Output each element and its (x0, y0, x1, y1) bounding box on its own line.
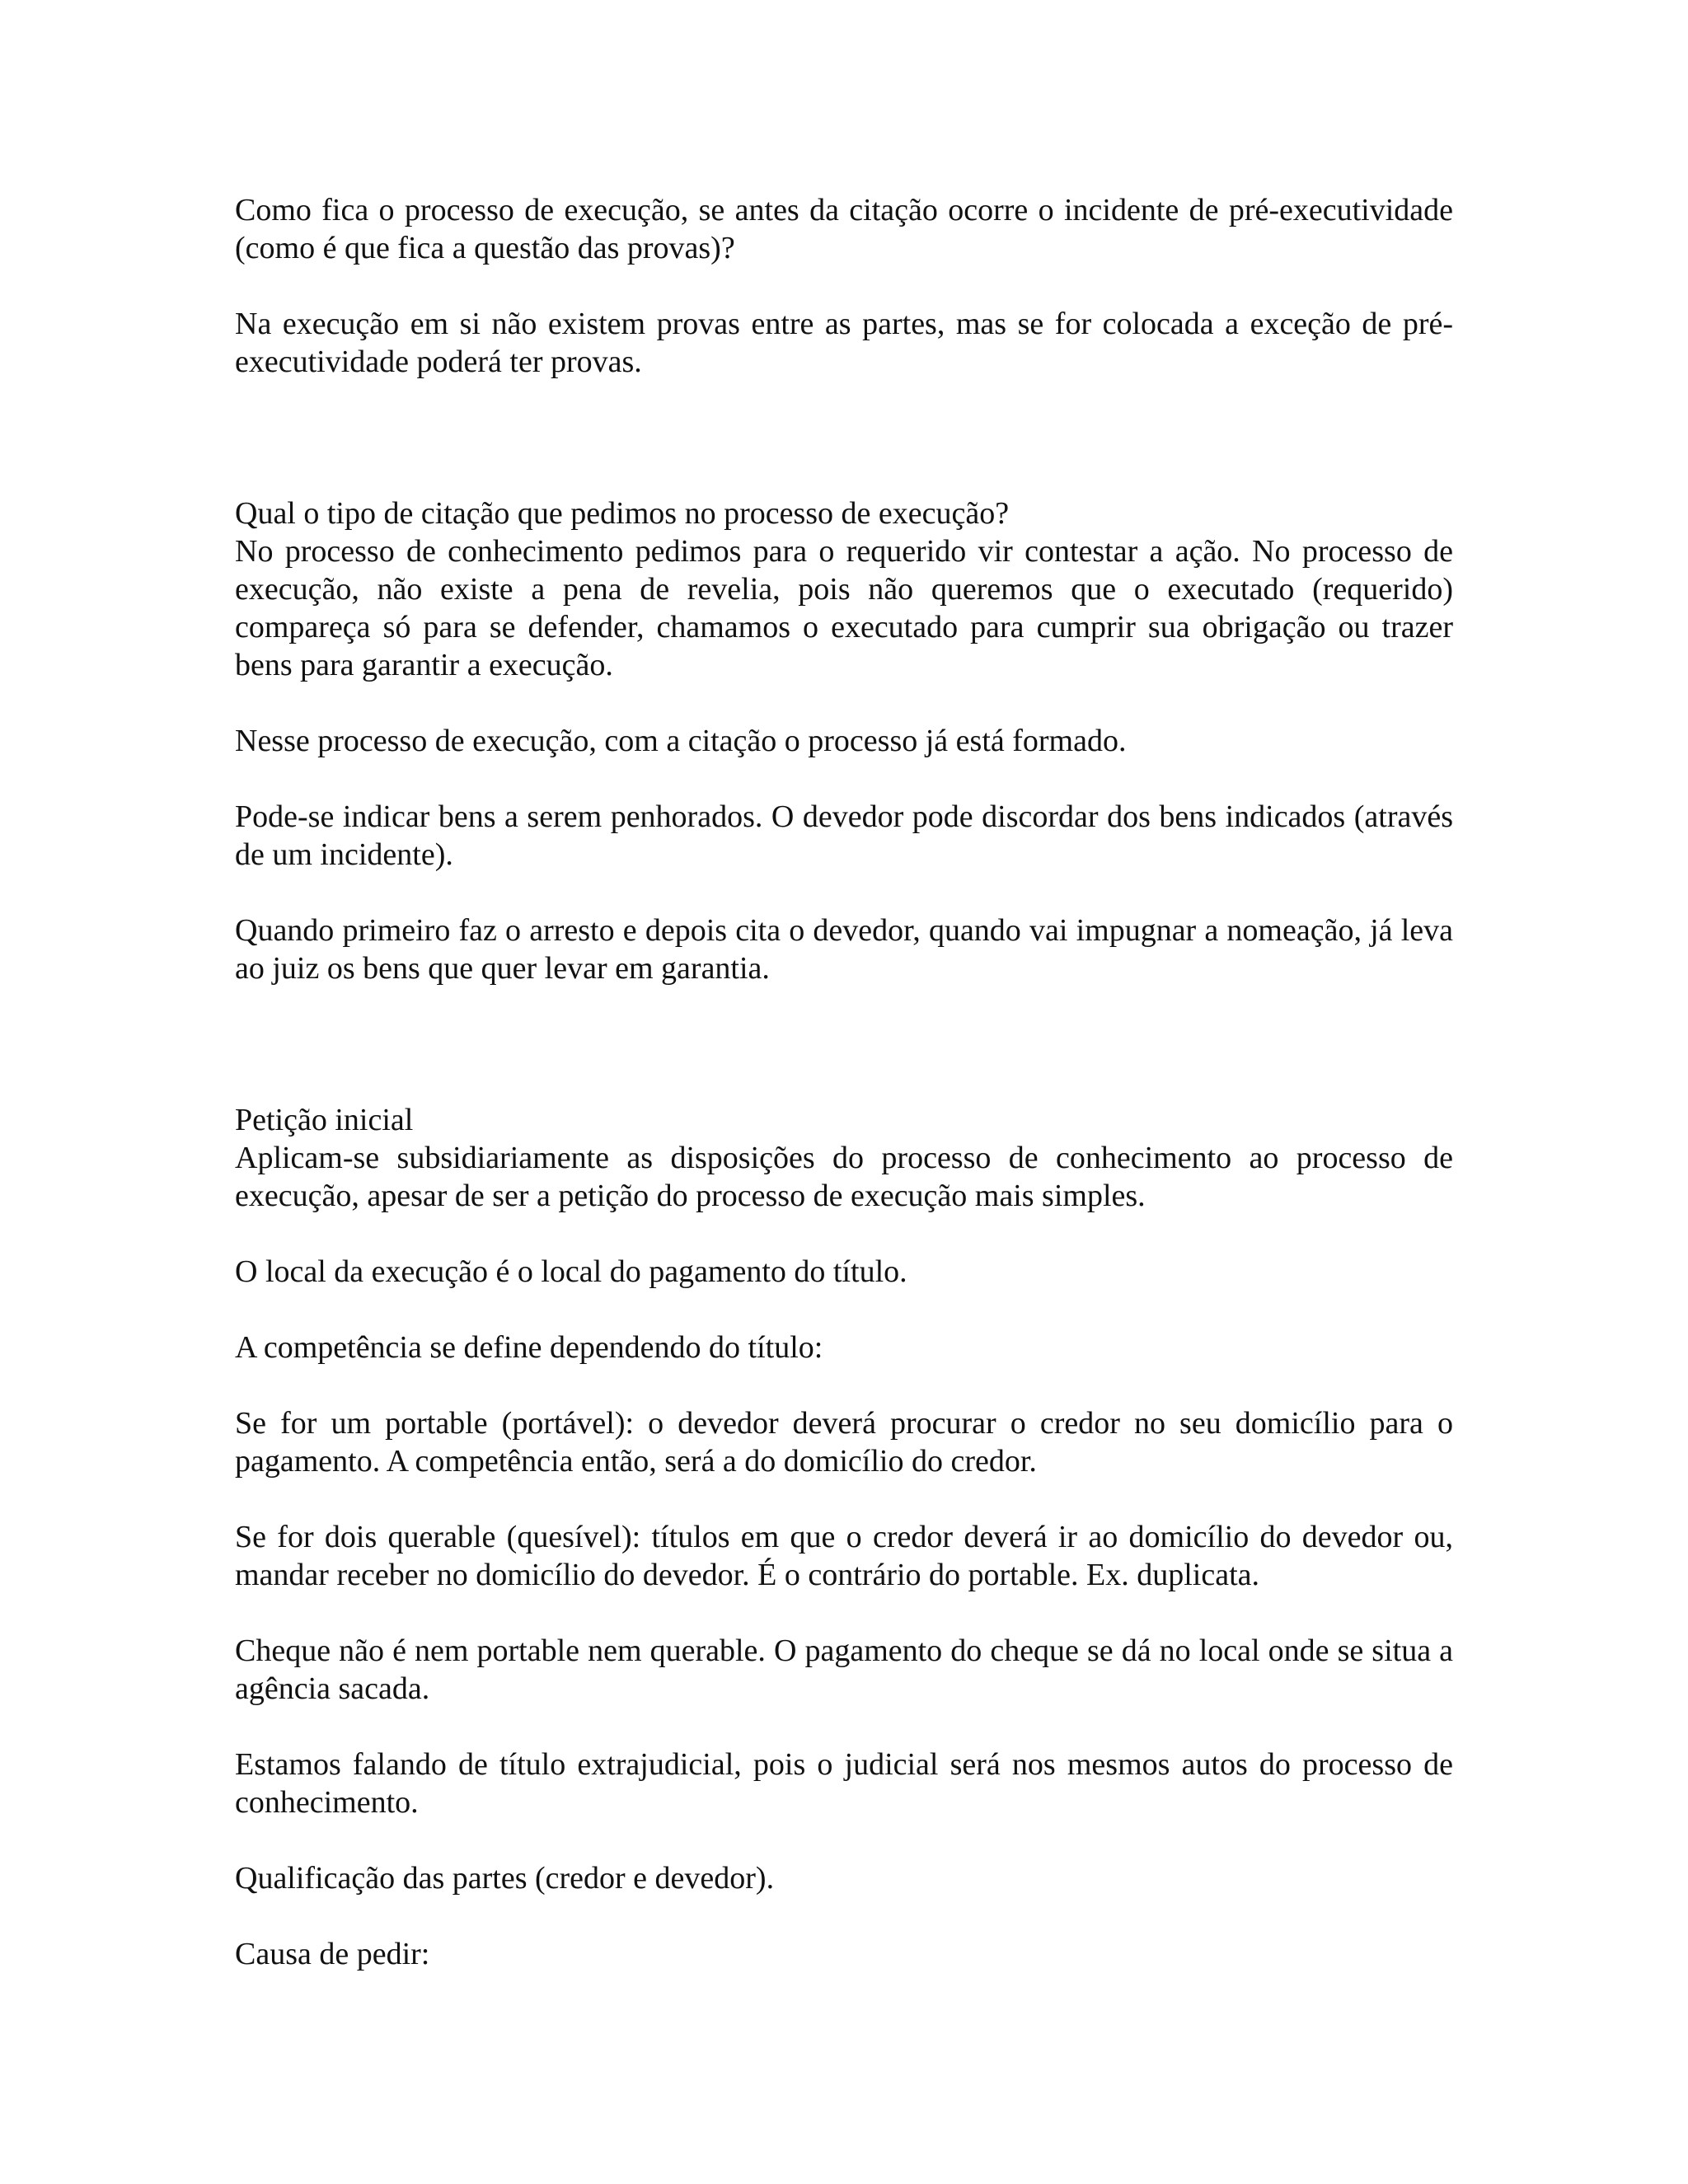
document-page (235, 191, 1453, 1973)
paragraph-question-citacao: Qual o tipo de citação que pedimos no processo de execução? (235, 496, 1010, 531)
paragraph-local-execucao: O local da execução é o local do pagamento do título. (235, 1254, 907, 1289)
paragraph-competencia: A competência se define dependendo do título: (235, 1330, 823, 1365)
paragraph-answer-citacao: No processo de conhecimento pedimos para o requerido vir contestar a ação. No processo de execução, não existe a pena de revelia, pois não queremos que o executado (requerido) compareça só para se defender, chamamos o executado para cumprir sua obrigação ou trazer bens para garantir a execução. (235, 534, 1453, 682)
paragraph-arresto: Quando primeiro faz o arresto e depois cita o devedor, quando vai impugnar a nomeação, já leva ao juiz os bens que quer levar em garantia. (235, 913, 1453, 986)
paragraph-titulo-extrajudicial: Estamos falando de título extrajudicial, pois o judicial será nos mesmos autos do processo de conhecimento. (235, 1747, 1453, 1820)
paragraph-causa-de-pedir: Causa de pedir: (235, 1937, 430, 1971)
paragraph-cheque: Cheque não é nem portable nem querable. O pagamento do cheque se dá no local onde se situa a agência sacada. (235, 1633, 1453, 1706)
paragraph-querable: Se for dois querable (quesível): títulos em que o credor deverá ir ao domicílio do devedor ou, mandar receber no domicílio do devedor. É o contrário do portable. Ex. duplicata. (235, 1520, 1453, 1592)
paragraph-processo-formado: Nesse processo de execução, com a citação o processo já está formado. (235, 724, 1127, 758)
section-heading-peticao-inicial: Petição inicial (235, 1103, 414, 1137)
paragraph-answer-provas: Na execução em si não existem provas entre as partes, mas se for colocada a exceção de pré-executividade poderá ter provas. (235, 307, 1453, 379)
paragraph-bens-penhorados: Pode-se indicar bens a serem penhorados. O devedor pode discordar dos bens indicados (através de um incidente). (235, 799, 1453, 872)
paragraph-question-pre-executividade: Como fica o processo de execução, se antes da citação ocorre o incidente de pré-executividade (como é que fica a questão das provas)? (235, 193, 1453, 265)
paragraph-qualificacao-partes: Qualificação das partes (credor e devedor). (235, 1861, 775, 1896)
paragraph-portable: Se for um portable (portável): o devedor deverá procurar o credor no seu domicílio para o pagamento. A competência então, será a do domicílio do credor. (235, 1406, 1453, 1479)
paragraph-subsidiariamente: Aplicam-se subsidiariamente as disposições do processo de conhecimento ao processo de execução, apesar de ser a petição do processo de execução mais simples. (235, 1141, 1453, 1213)
